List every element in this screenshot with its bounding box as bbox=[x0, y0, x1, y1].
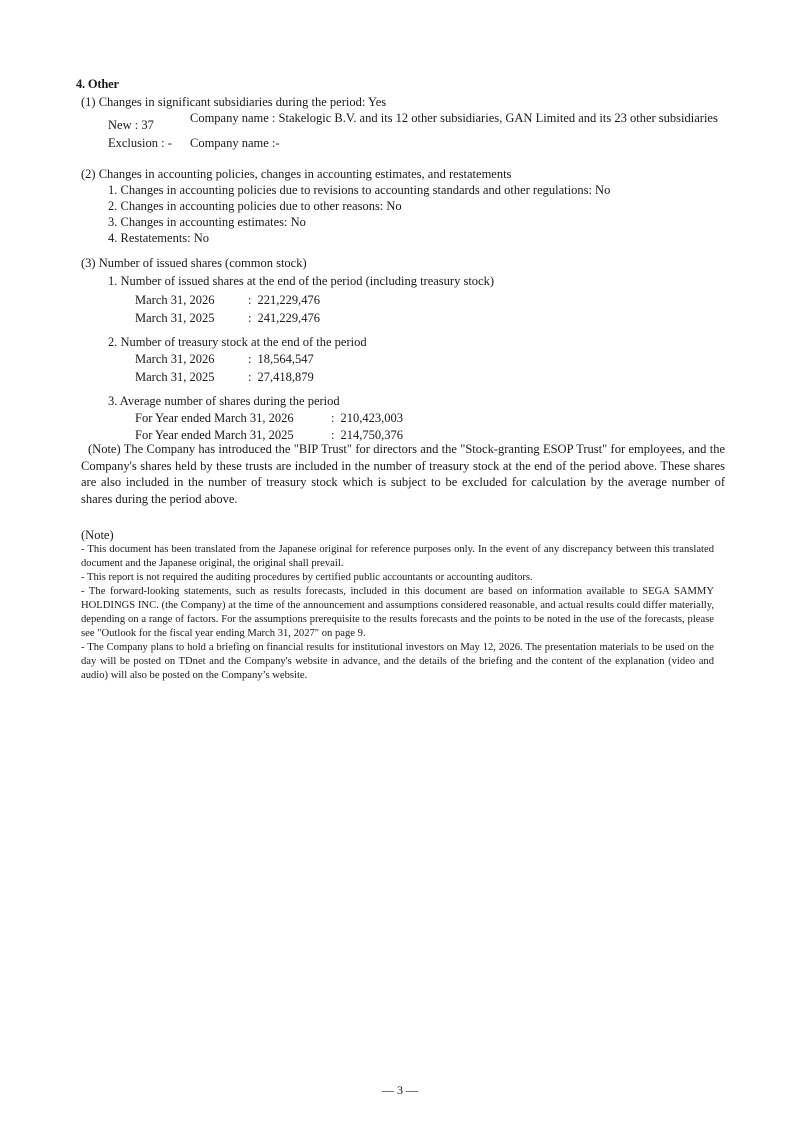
average-shares-row bbox=[135, 411, 403, 426]
issued-shares-date: March 31, 2025 bbox=[135, 311, 215, 325]
issued-shares-row bbox=[135, 293, 320, 308]
treasury-trust-note: (Note) The Company has introduced the "BIP Trust" for directors and the "Stock-granting ESOP Trust" for employees, and the Company's shares held by these trusts are included in the number of treasury stock at the end of the period above. These shares are also included in the number of treasury stock which is subject to be excluded for calculation by the average number of shares during the period above. bbox=[81, 442, 725, 506]
treasury-stock-sep: : bbox=[248, 370, 252, 384]
issued-shares-sep: : bbox=[248, 311, 252, 325]
issued-shares-sep: : bbox=[248, 293, 252, 307]
notes-title: (Note) bbox=[81, 528, 114, 542]
note-item: - This report is not required the auditing procedures by certified public accountants or accounting auditors. bbox=[81, 572, 533, 583]
shares-heading: (3) Number of issued shares (common stock) bbox=[81, 256, 307, 270]
issued-shares-row bbox=[135, 311, 320, 326]
accounting-item: 4. Restatements: No bbox=[108, 231, 210, 245]
note-item: - The forward-looking statements, such as results forecasts, included in this document are based on information available to SEGA SAMMY HOLDINGS INC. (the Company) at the time of the announcement and assumptions considered reasonable, and actual results could differ materially, depending on a range of factors. For the assumptions prerequisite to the results forecasts and the points to be noted in the use of the forecasts, please see "Outlook for the fiscal year ending March 31, 2027" on page 9. bbox=[81, 586, 714, 639]
accounting-heading: (2) Changes in accounting policies, changes in accounting estimates, and restatements bbox=[81, 167, 512, 181]
subsidiaries-exclusion-label: Exclusion : - bbox=[108, 136, 172, 150]
average-shares-sep: : bbox=[331, 428, 335, 442]
average-shares-value: 214,750,376 bbox=[340, 428, 403, 442]
issued-shares-value: 221,229,476 bbox=[257, 293, 320, 307]
treasury-stock-value: 18,564,547 bbox=[257, 352, 314, 366]
subsidiaries-new-row bbox=[108, 111, 728, 132]
average-shares-period: For Year ended March 31, 2026 bbox=[135, 411, 294, 425]
treasury-stock-title: 2. Number of treasury stock at the end of the period bbox=[108, 335, 367, 349]
subsidiaries-exclusion-value: Company name :- bbox=[190, 136, 280, 150]
accounting-item: 3. Changes in accounting estimates: No bbox=[108, 215, 306, 229]
treasury-stock-sep: : bbox=[248, 352, 252, 366]
issued-shares-value: 241,229,476 bbox=[257, 311, 320, 325]
disclaimer-notes bbox=[81, 527, 714, 683]
average-shares-value: 210,423,003 bbox=[340, 411, 403, 425]
subsidiaries-new-value: Company name : Stakelogic B.V. and its 12 other subsidiaries, GAN Limited and its 23 other subsidiaries bbox=[190, 111, 718, 125]
issued-shares-title: 1. Number of issued shares at the end of the period (including treasury stock) bbox=[108, 274, 495, 288]
treasury-stock-row bbox=[135, 370, 314, 385]
average-shares-sep: : bbox=[331, 411, 335, 425]
note-item: - This document has been translated from the Japanese original for reference purposes only. In the event of any discrepancy between this translated document and the Japanese original, the original shall prevail. bbox=[81, 544, 714, 569]
accounting-item: 1. Changes in accounting policies due to revisions to accounting standards and other regulations: No bbox=[108, 183, 611, 197]
subsidiaries-exclusion-row bbox=[108, 136, 728, 150]
section-title: 4. Other bbox=[76, 77, 119, 91]
issued-shares-date: March 31, 2026 bbox=[135, 293, 215, 307]
subsidiaries-new-label: New : 37 bbox=[108, 118, 154, 132]
average-shares-period: For Year ended March 31, 2025 bbox=[135, 428, 294, 442]
treasury-stock-date: March 31, 2025 bbox=[135, 370, 215, 384]
accounting-item: 2. Changes in accounting policies due to other reasons: No bbox=[108, 199, 402, 213]
treasury-stock-date: March 31, 2026 bbox=[135, 352, 215, 366]
treasury-stock-value: 27,418,879 bbox=[257, 370, 314, 384]
treasury-stock-row bbox=[135, 352, 314, 367]
page-number: — 3 — bbox=[382, 1083, 418, 1097]
average-shares-title: 3. Average number of shares during the period bbox=[108, 394, 340, 408]
subsidiaries-heading: (1) Changes in significant subsidiaries during the period: Yes bbox=[81, 95, 387, 109]
subsidiaries-table bbox=[108, 111, 728, 150]
note-item: - The Company plans to hold a briefing on financial results for institutional investors on May 12, 2026. The presentation materials to be used on the day will be posted on TDnet and the Company's website in advance, and the details of the briefing and the content of the explanation (video and audio) will also be posted on the Company’s website. bbox=[81, 642, 714, 681]
